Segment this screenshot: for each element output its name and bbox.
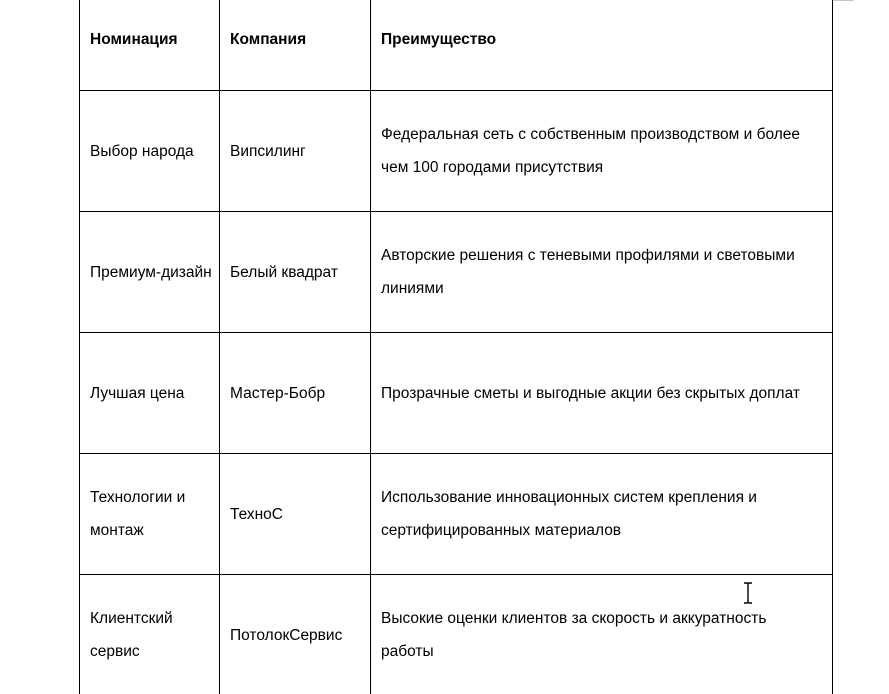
header-nomination: Номинация <box>80 0 220 91</box>
cell-nomination: Премиум-дизайн <box>80 212 220 333</box>
text-cursor-icon <box>743 582 753 604</box>
cell-advantage: Использование инновационных систем крепления и сертифицированных материалов <box>371 454 833 575</box>
cell-nomination: Клиентский сервис <box>80 575 220 694</box>
table-row <box>80 212 833 333</box>
table-row <box>80 333 833 454</box>
header-advantage: Преимущество <box>371 0 833 91</box>
cell-company: Мастер-Бобр <box>220 333 371 454</box>
cell-company: Белый квадрат <box>220 212 371 333</box>
cell-nomination: Лучшая цена <box>80 333 220 454</box>
cell-company: ПотолокСервис <box>220 575 371 694</box>
nominations-table <box>79 0 833 694</box>
top-edge-line <box>832 0 854 1</box>
table-row <box>80 91 833 212</box>
table-header-row <box>80 0 833 91</box>
header-company: Компания <box>220 0 371 91</box>
table-row <box>80 454 833 575</box>
cell-nomination: Технологии и монтаж <box>80 454 220 575</box>
table-row <box>80 575 833 694</box>
cell-advantage: Высокие оценки клиентов за скорость и аккуратность работы <box>371 575 833 694</box>
cell-advantage: Прозрачные сметы и выгодные акции без скрытых доплат <box>371 333 833 454</box>
cell-advantage: Федеральная сеть с собственным производством и более чем 100 городами присутствия <box>371 91 833 212</box>
cell-company: ТехноС <box>220 454 371 575</box>
cell-company: Випсилинг <box>220 91 371 212</box>
cell-advantage: Авторские решения с теневыми профилями и световыми линиями <box>371 212 833 333</box>
cell-nomination: Выбор народа <box>80 91 220 212</box>
